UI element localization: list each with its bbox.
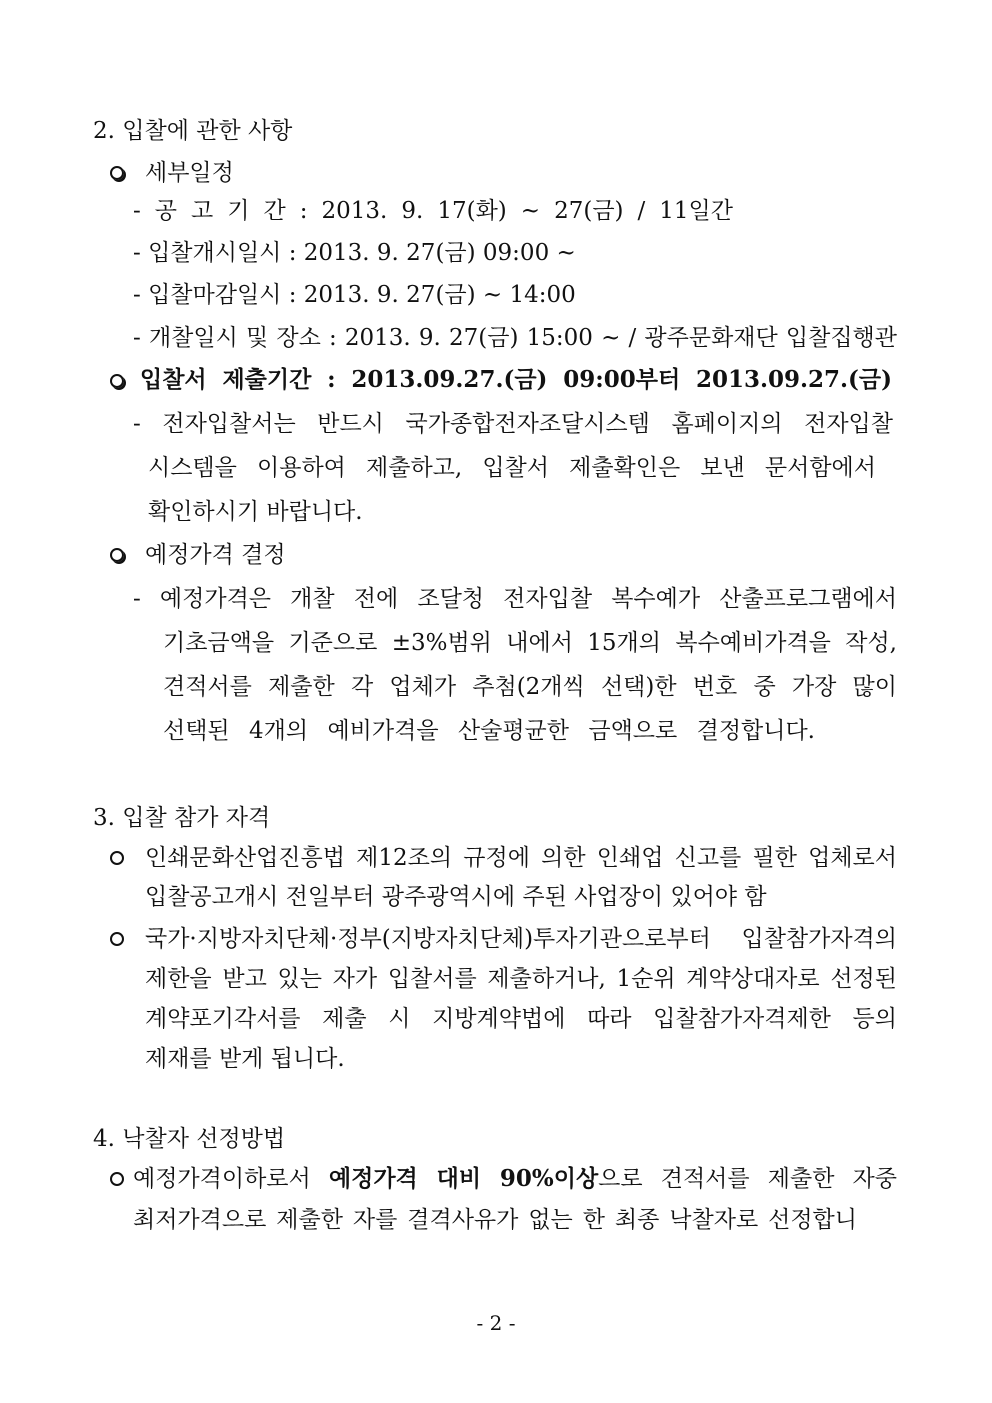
section-heading-eligibility: 3. 입찰 참가 자격 [93,805,271,831]
bullet-circle-icon [110,374,124,388]
selection-line-2: 최저가격으로 제출한 자를 결격사유가 없는 한 최종 낙찰자로 선정합니 [133,1207,857,1233]
price-line: 견적서를 제출한 각 업체가 추첨(2개씩 선택)한 번호 중 가장 많이 [163,674,897,700]
eligibility-line: 국가·지방자치단체·정부(지방자치단체)투자기관으로부터 입찰참가자격의 [145,926,897,952]
price-title: 예정가격 결정 [145,542,286,568]
selection-line-1 [133,1164,897,1194]
price-line: 기초금액을 기준으로 ±3%범위 내에서 15개의 복수예비가격을 작성, [163,630,897,656]
bullet-circle-icon [110,1172,124,1186]
selection-emphasis: 예정가격 대비 90%이상 [328,1165,599,1192]
selection-text: 예정가격이하로서 [133,1166,329,1192]
schedule-item: - 입찰개시일시 : 2013. 9. 27(금) 09:00 ~ [133,240,576,266]
selection-text: 으로 견적서를 제출한 자중 [598,1166,897,1192]
submission-line: 확인하시기 바랍니다. [148,499,363,525]
section-heading-selection: 4. 낙찰자 선정방법 [93,1126,286,1152]
submission-period-title: 입찰서 제출기간 : 2013.09.27.(금) 09:00부터 2013.09.27.(금) [140,366,892,393]
bullet-circle-icon [110,548,124,562]
submission-line: - 전자입찰서는 반드시 국가종합전자조달시스템 홈페이지의 전자입찰 [133,411,893,437]
price-line: 선택된 4개의 예비가격을 산술평균한 금액으로 결정합니다. [163,718,815,744]
eligibility-line: 계약포기각서를 제출 시 지방계약법에 따라 입찰참가자격제한 등의 [145,1006,897,1032]
bullet-circle-icon [110,851,124,865]
section-heading-bidding: 2. 입찰에 관한 사항 [93,118,293,144]
bullet-circle-icon [110,932,124,946]
price-line: - 예정가격은 개찰 전에 조달청 전자입찰 복수예가 산출프로그램에서 [133,586,897,612]
eligibility-line: 제한을 받고 있는 자가 입찰서를 제출하거나, 1순위 계약상대자로 선정된 [145,966,897,992]
submission-line: 시스템을 이용하여 제출하고, 입찰서 제출확인은 보낸 문서함에서 [148,455,876,481]
page-number: - 2 - [476,1311,516,1335]
bullet-circle-icon [110,166,124,180]
schedule-title: 세부일정 [145,160,234,186]
eligibility-line: 인쇄문화산업진흥법 제12조의 규정에 의한 인쇄업 신고를 필한 업체로서 [145,845,897,871]
schedule-item: - 입찰마감일시 : 2013. 9. 27(금) ~ 14:00 [133,282,576,308]
schedule-item: - 공 고 기 간 : 2013. 9. 17(화) ~ 27(금) / 11일간 [133,198,733,224]
schedule-item: - 개찰일시 및 장소 : 2013. 9. 27(금) 15:00 ~ / 광주문화재단 입찰집행관 [133,325,897,351]
eligibility-line: 입찰공고개시 전일부터 광주광역시에 주된 사업장이 있어야 함 [145,884,767,910]
eligibility-line: 제재를 받게 됩니다. [145,1046,345,1072]
